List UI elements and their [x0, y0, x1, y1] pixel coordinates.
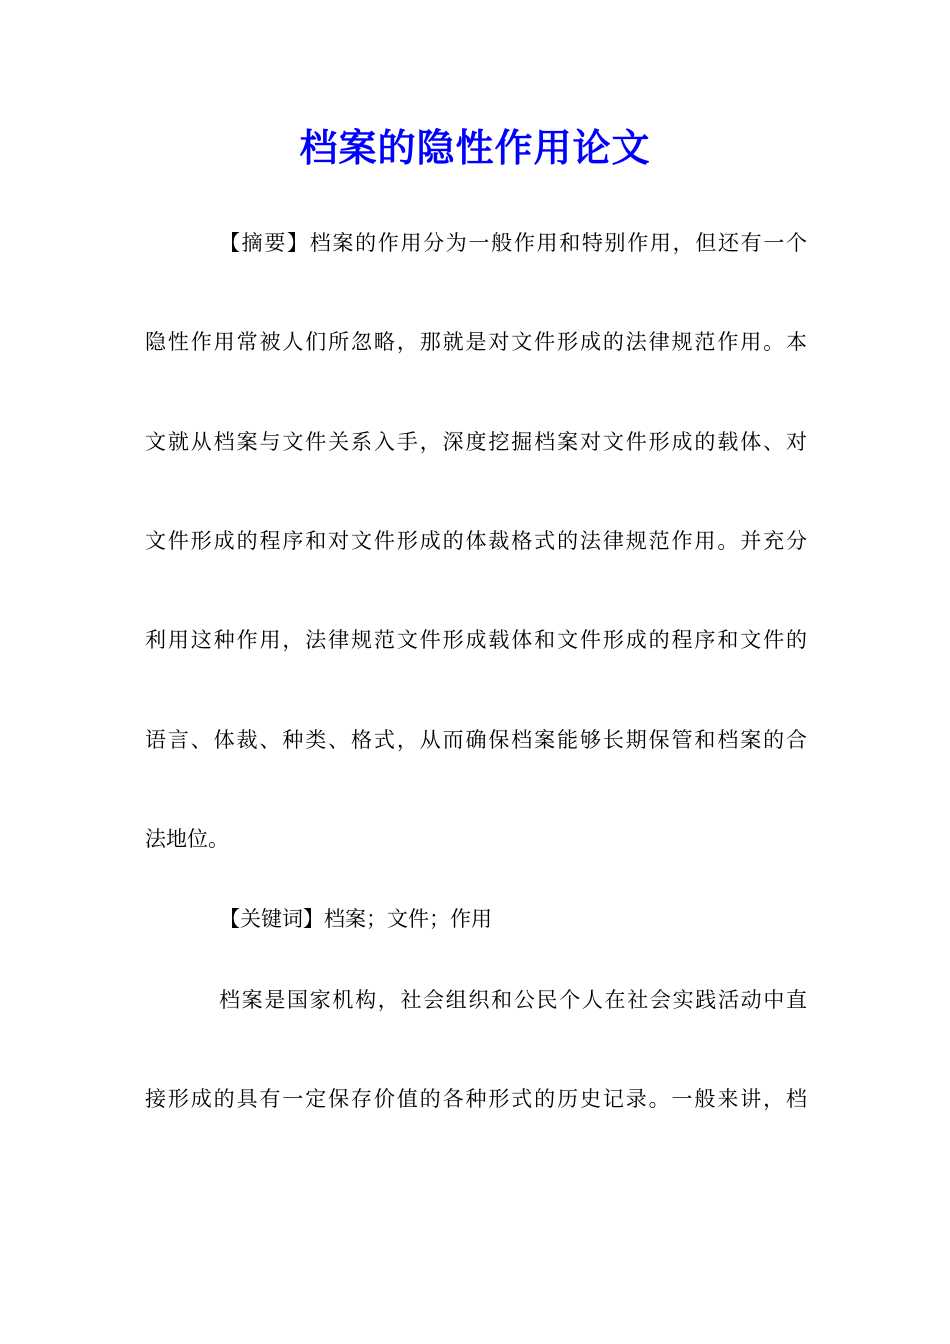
keywords-line: 【关键词】档案；文件；作用 — [219, 907, 492, 931]
body-line-1: 档案是国家机构，社会组织和公民个人在社会实践活动中直 — [219, 988, 807, 1012]
abstract-line-2: 隐性作用常被人们所忽略，那就是对文件形成的法律规范作用。本 — [145, 330, 807, 354]
abstract-line-7: 法地位。 — [145, 827, 229, 851]
document-title: 档案的隐性作用论文 — [299, 126, 651, 170]
body-line-2: 接形成的具有一定保存价值的各种形式的历史记录。一般来讲，档 — [145, 1087, 807, 1111]
abstract-line-1: 【摘要】档案的作用分为一般作用和特别作用，但还有一个 — [219, 231, 807, 255]
abstract-line-4: 文件形成的程序和对文件形成的体裁格式的法律规范作用。并充分 — [145, 529, 807, 553]
abstract-line-6: 语言、体裁、种类、格式，从而确保档案能够长期保管和档案的合 — [145, 728, 807, 752]
abstract-line-5: 利用这种作用，法律规范文件形成载体和文件形成的程序和文件的 — [145, 628, 807, 652]
abstract-line-3: 文就从档案与文件关系入手，深度挖掘档案对文件形成的载体、对 — [145, 430, 807, 454]
